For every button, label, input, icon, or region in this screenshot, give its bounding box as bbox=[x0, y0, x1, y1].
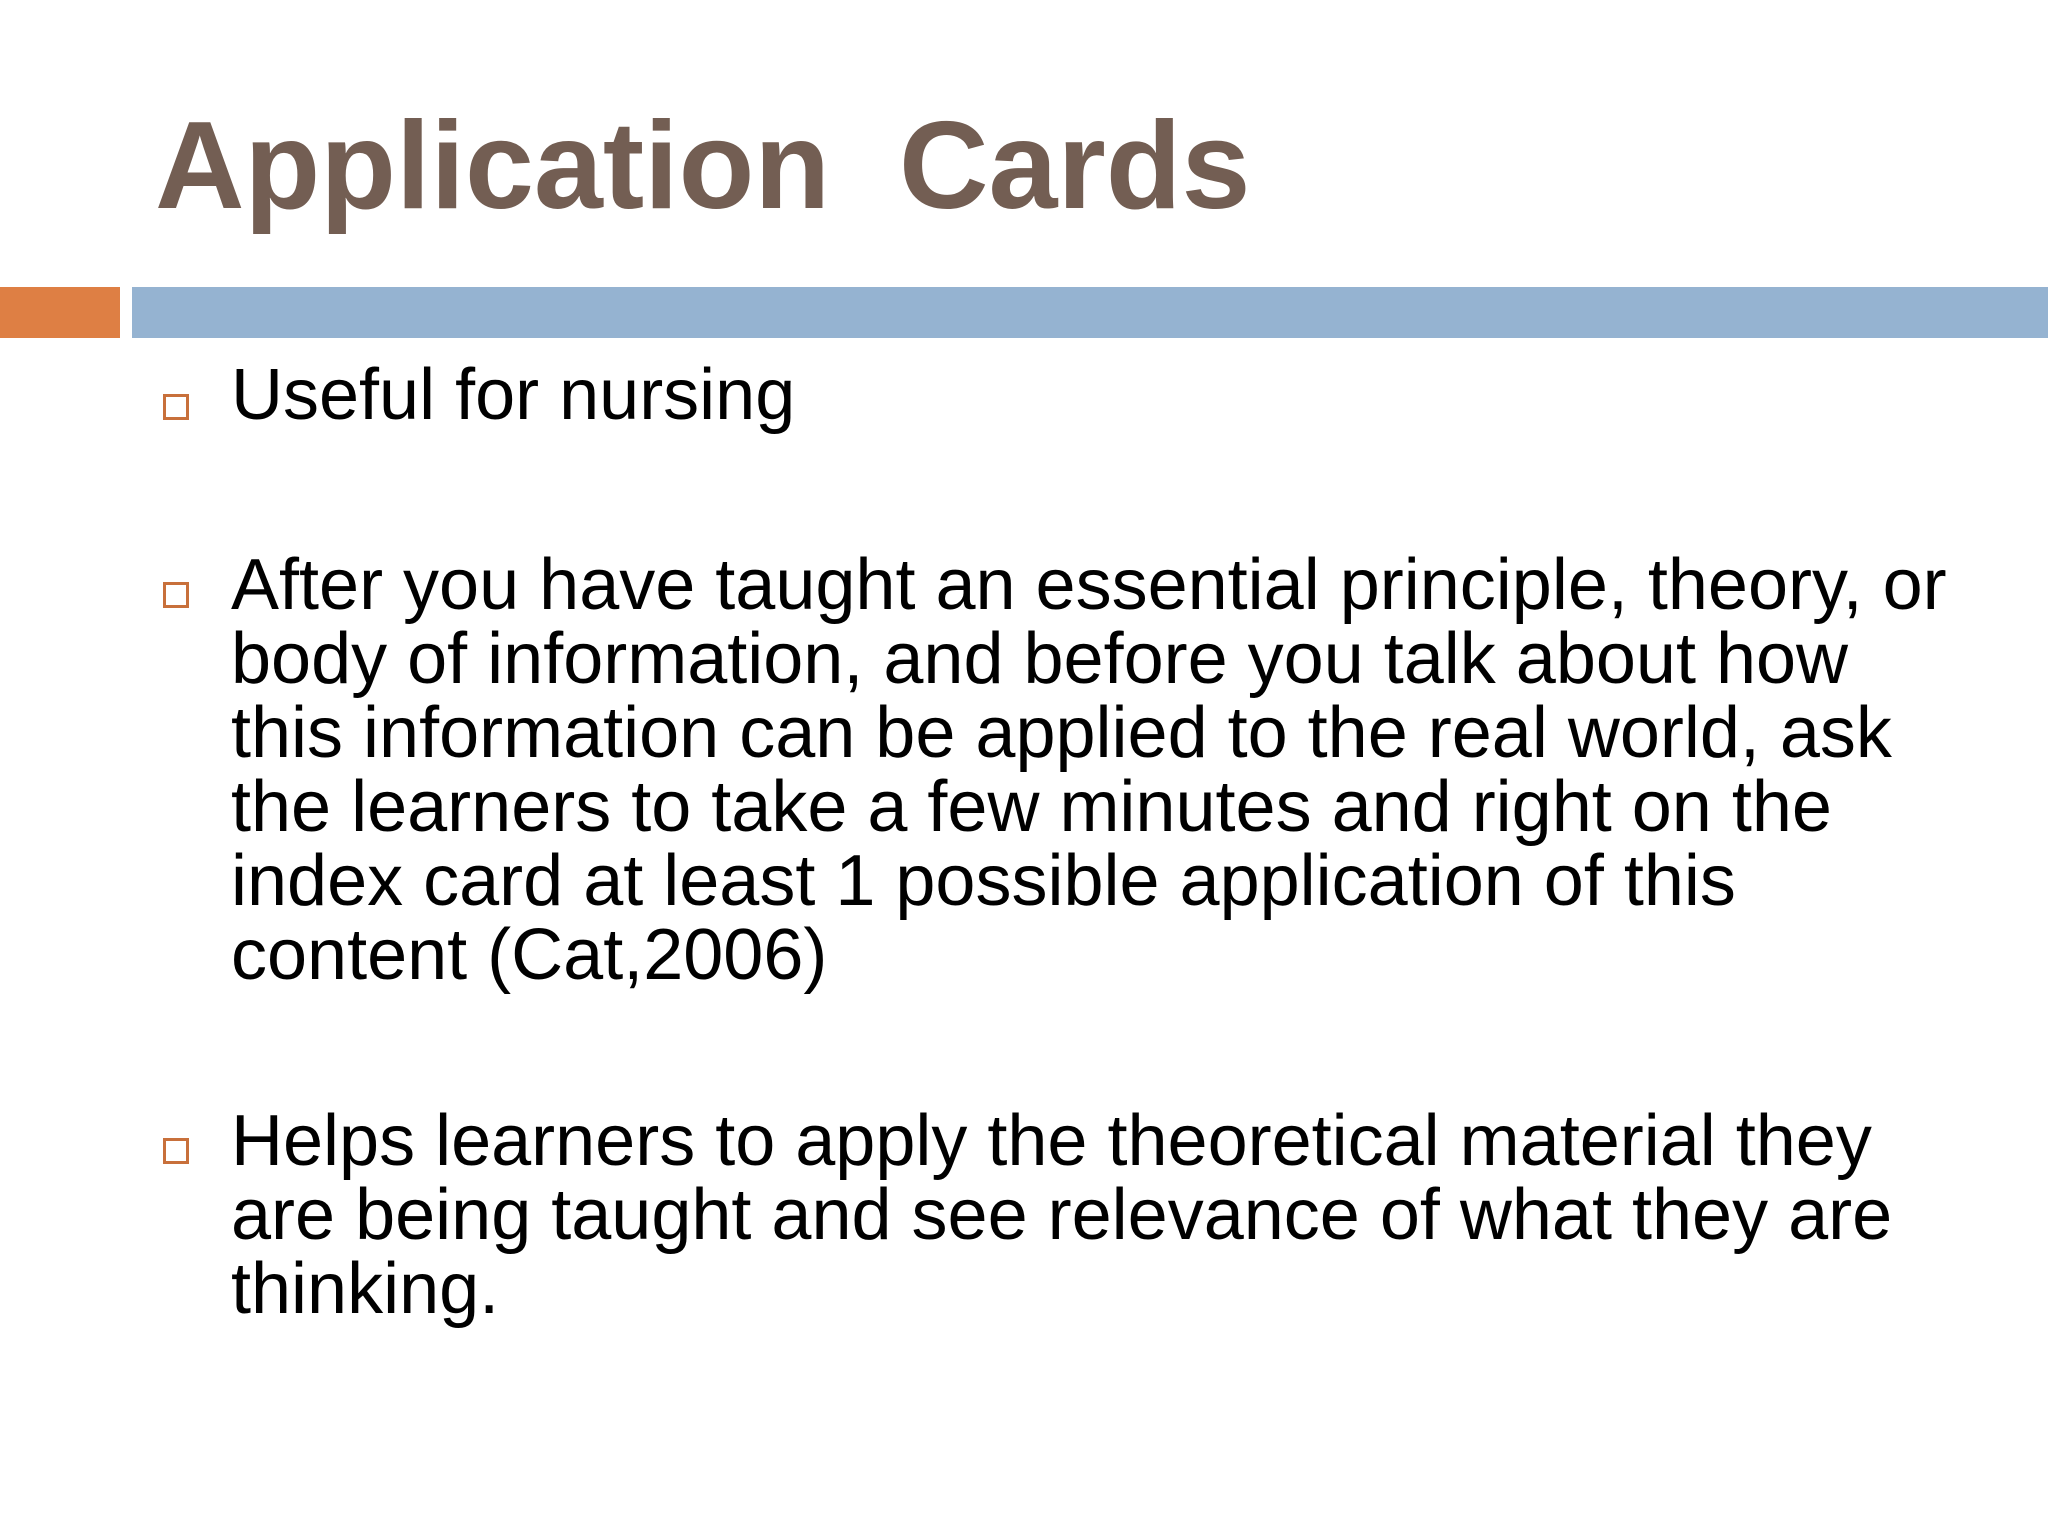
title-accent-bar-orange bbox=[0, 287, 120, 338]
bullet-text: After you have taught an essential principle, theory, or body of information, and before you talk about how this information can be applied to the real world, ask the learners to take a few minutes and right on the index card at least 1 possible application of this content (Cat,2006) bbox=[231, 545, 1947, 995]
hollow-square-bullet-icon bbox=[163, 1138, 189, 1164]
slide-title: Application Cards bbox=[155, 97, 1251, 235]
bullet-text: Helps learners to apply the theoretical material they are being taught and see relevance of what they are thinking. bbox=[231, 1101, 1893, 1329]
title-accent-bar-blue bbox=[132, 287, 2048, 338]
hollow-square-bullet-icon bbox=[163, 582, 189, 608]
hollow-square-bullet-icon bbox=[163, 394, 189, 420]
bullet-text: Useful for nursing bbox=[231, 355, 796, 435]
